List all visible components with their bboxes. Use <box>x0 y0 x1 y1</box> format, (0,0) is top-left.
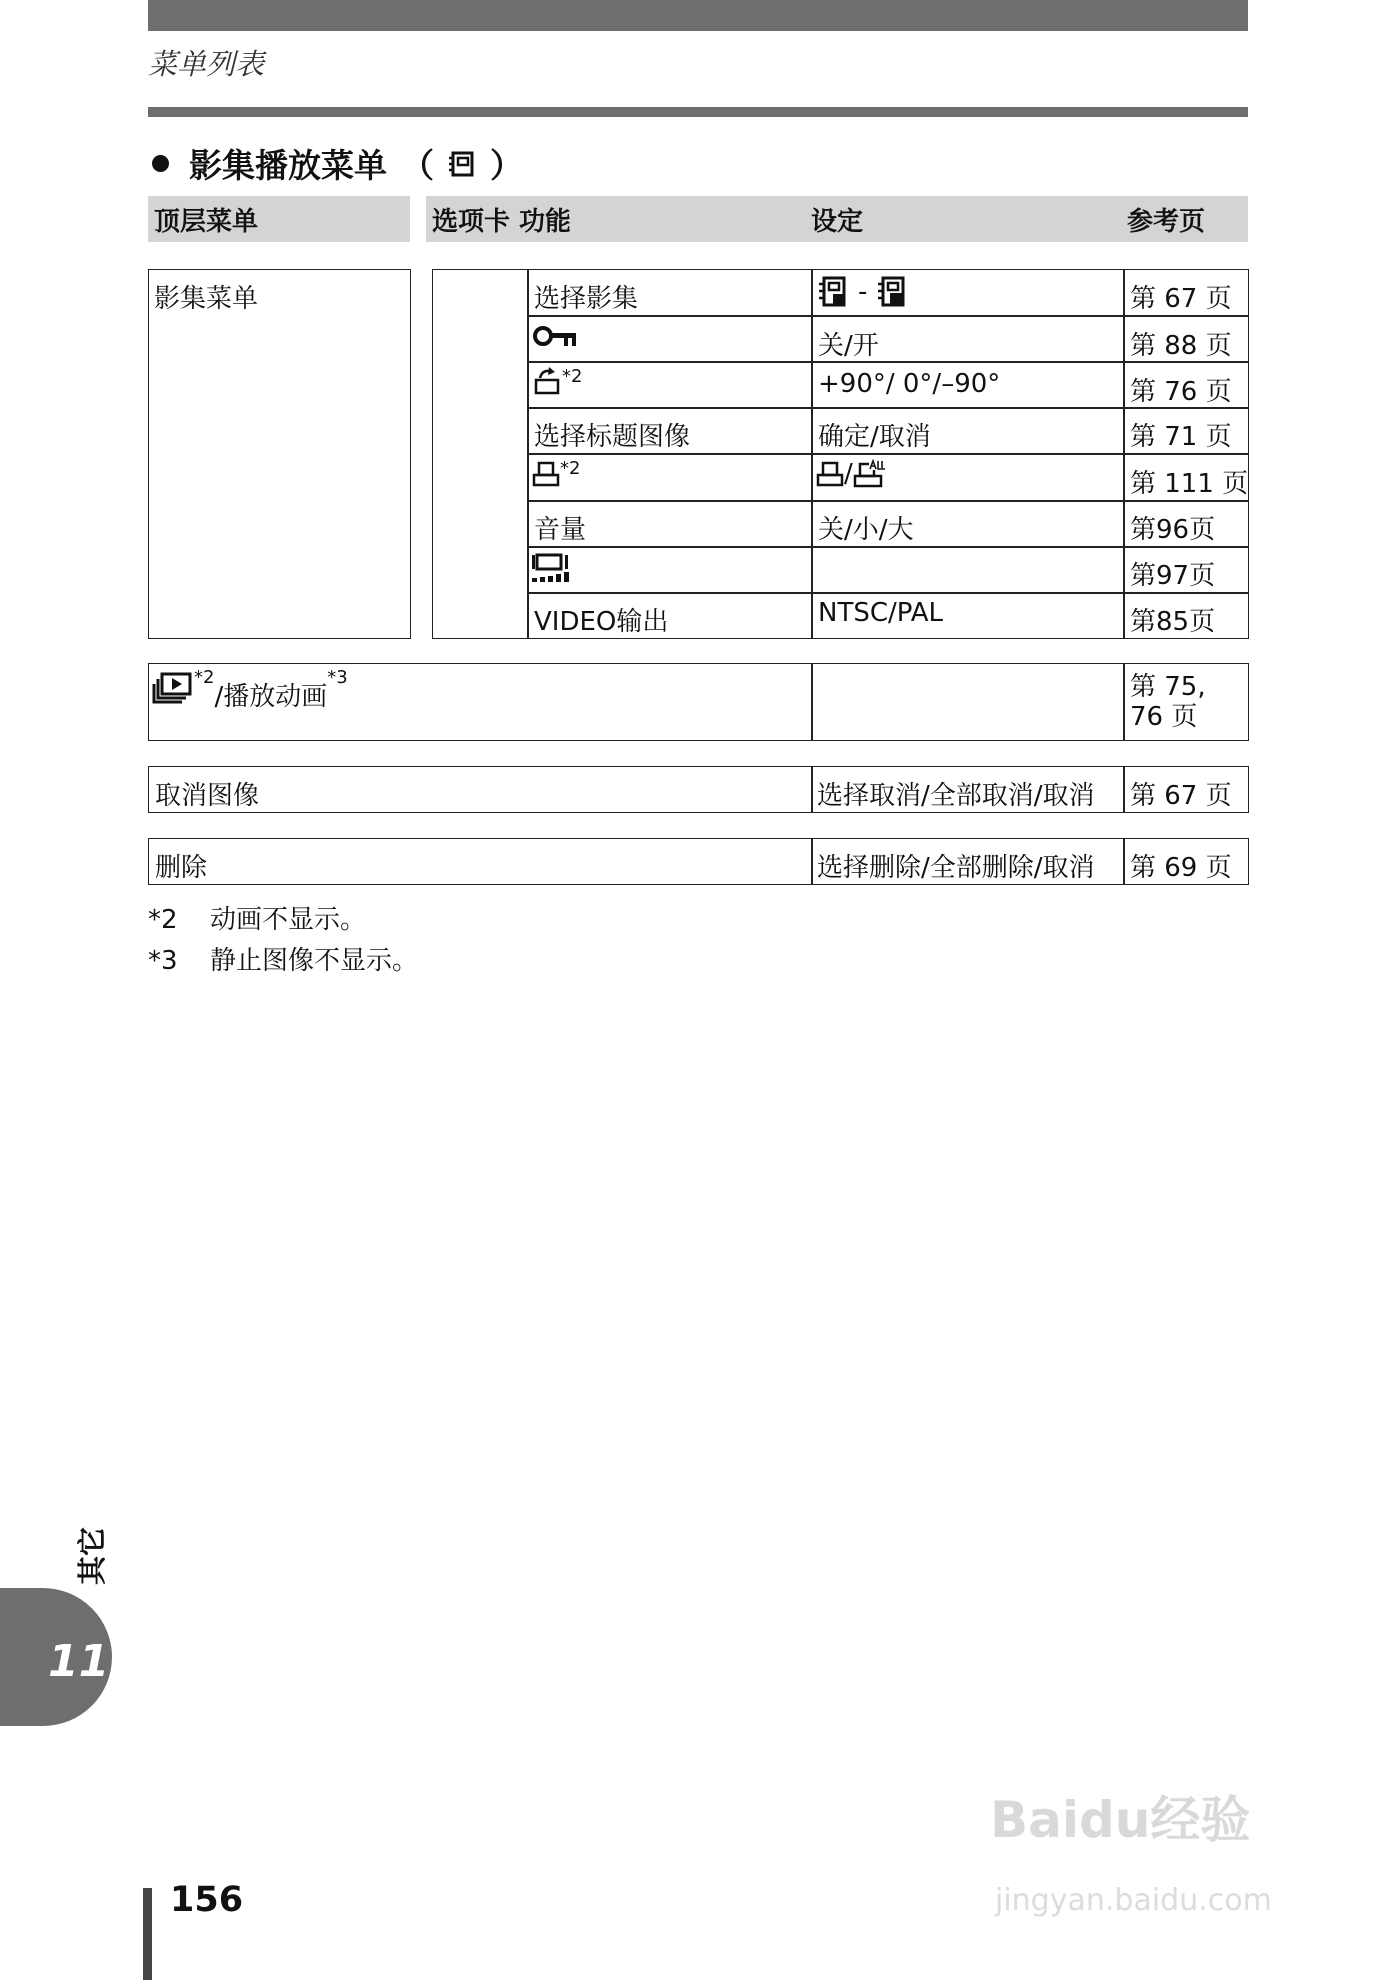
row-protect-page: 第 88 页 <box>1130 331 1232 361</box>
header-ref-page: 参考页 <box>1127 207 1206 237</box>
album-menu-label: 影集菜单 <box>154 284 259 314</box>
delete-label: 删除 <box>155 853 208 883</box>
album-range-dash: - <box>858 277 868 307</box>
row-video-out-setting: NTSC/PAL <box>818 598 944 628</box>
heading-paren-open: （ <box>401 146 434 185</box>
section-title: 菜单列表 <box>148 47 265 81</box>
page-number-bar <box>143 1888 152 1980</box>
cancel-image-page: 第 67 页 <box>1130 781 1232 811</box>
rotate-icon <box>532 366 562 398</box>
slideshow-page-line2: 76 页 <box>1130 702 1198 732</box>
row-protect-setting: 关/开 <box>818 331 879 361</box>
slideshow-page-line1: 第 75, <box>1130 672 1206 702</box>
print-order-single-icon <box>816 459 844 489</box>
print-order-all-icon <box>853 459 887 489</box>
heading-text: 影集播放菜单 <box>189 146 387 185</box>
footnote <box>148 941 418 982</box>
slideshow-text: /播放动画 <box>214 682 328 712</box>
top-bar <box>148 0 1248 31</box>
footnote-text: 动画不显示。 <box>210 905 367 935</box>
cancel-image-label: 取消图像 <box>155 781 260 811</box>
heading-paren-close: ） <box>490 146 523 185</box>
row-select-album-page: 第 67 页 <box>1130 284 1232 314</box>
print-footnote-mark: *2 <box>560 458 581 479</box>
row-divider <box>528 546 1249 548</box>
row-rotate-function <box>532 366 582 398</box>
page-number: 156 <box>170 1880 244 1920</box>
footnote <box>148 900 418 941</box>
row-volume-setting: 关/小/大 <box>818 515 914 545</box>
album-12-icon <box>877 276 907 308</box>
delete-page: 第 69 页 <box>1130 853 1232 883</box>
rotate-footnote-mark: *2 <box>562 366 583 387</box>
header-rule <box>148 107 1248 117</box>
slideshow-footnote-mark: *2 <box>194 667 215 688</box>
row-rotate-page: 第 76 页 <box>1130 377 1232 407</box>
album-menu-top-cell <box>148 269 411 639</box>
row-select-album-setting <box>813 276 907 308</box>
album-1-icon <box>818 276 848 308</box>
watermark-url: jingyan.baidu.com <box>995 1883 1272 1918</box>
watermark-brand: Baidu经验 <box>990 1791 1251 1849</box>
row-brightness-page: 第97页 <box>1130 561 1216 591</box>
monitor-brightness-icon <box>531 552 575 588</box>
row-title-image-page: 第 71 页 <box>1130 422 1232 452</box>
bullet-icon <box>152 155 169 172</box>
footnote-mark: *2 <box>148 905 178 935</box>
menu-heading <box>152 140 523 187</box>
footnotes <box>148 900 418 982</box>
row-volume-function: 音量 <box>534 515 587 545</box>
print-order-icon <box>532 458 560 490</box>
row-print-function <box>532 458 580 490</box>
protect-key-icon <box>532 325 578 353</box>
row-video-out-page: 第85页 <box>1130 607 1216 637</box>
row-print-page: 第 111 页 <box>1130 469 1249 499</box>
row-select-album-function: 选择影集 <box>534 284 639 314</box>
row-title-image-setting: 确定/取消 <box>818 422 931 452</box>
row-divider <box>528 592 1249 594</box>
chapter-number: 11 <box>48 1636 110 1687</box>
col-divider-setting <box>811 663 813 741</box>
header-top-menu: 顶层菜单 <box>148 196 410 242</box>
header-setting: 设定 <box>811 207 864 237</box>
row-divider <box>528 500 1249 502</box>
row-divider <box>528 453 1249 455</box>
row-video-out-function: VIDEO输出 <box>534 607 669 637</box>
chapter-label: 其它 <box>75 1526 109 1585</box>
row-print-setting <box>816 459 887 489</box>
header-tab-function-label: 选项卡 功能 <box>432 207 572 237</box>
movie-footnote-mark: *3 <box>327 667 348 688</box>
slideshow-icon <box>152 671 194 705</box>
album-icon <box>448 150 476 178</box>
footnote-mark: *3 <box>148 946 178 976</box>
row-volume-page: 第96页 <box>1130 515 1216 545</box>
slideshow-label <box>152 667 348 713</box>
row-divider <box>528 315 1249 317</box>
slideshow-page <box>1125 672 1206 732</box>
cancel-image-setting: 选择取消/全部取消/取消 <box>817 781 1095 811</box>
footnote-text: 静止图像不显示。 <box>210 946 419 976</box>
row-title-image-function: 选择标题图像 <box>534 422 691 452</box>
row-rotate-setting: +90°/ 0°/–90° <box>818 369 1001 399</box>
print-setting-slash: / <box>844 459 853 489</box>
delete-setting: 选择删除/全部删除/取消 <box>817 853 1095 883</box>
